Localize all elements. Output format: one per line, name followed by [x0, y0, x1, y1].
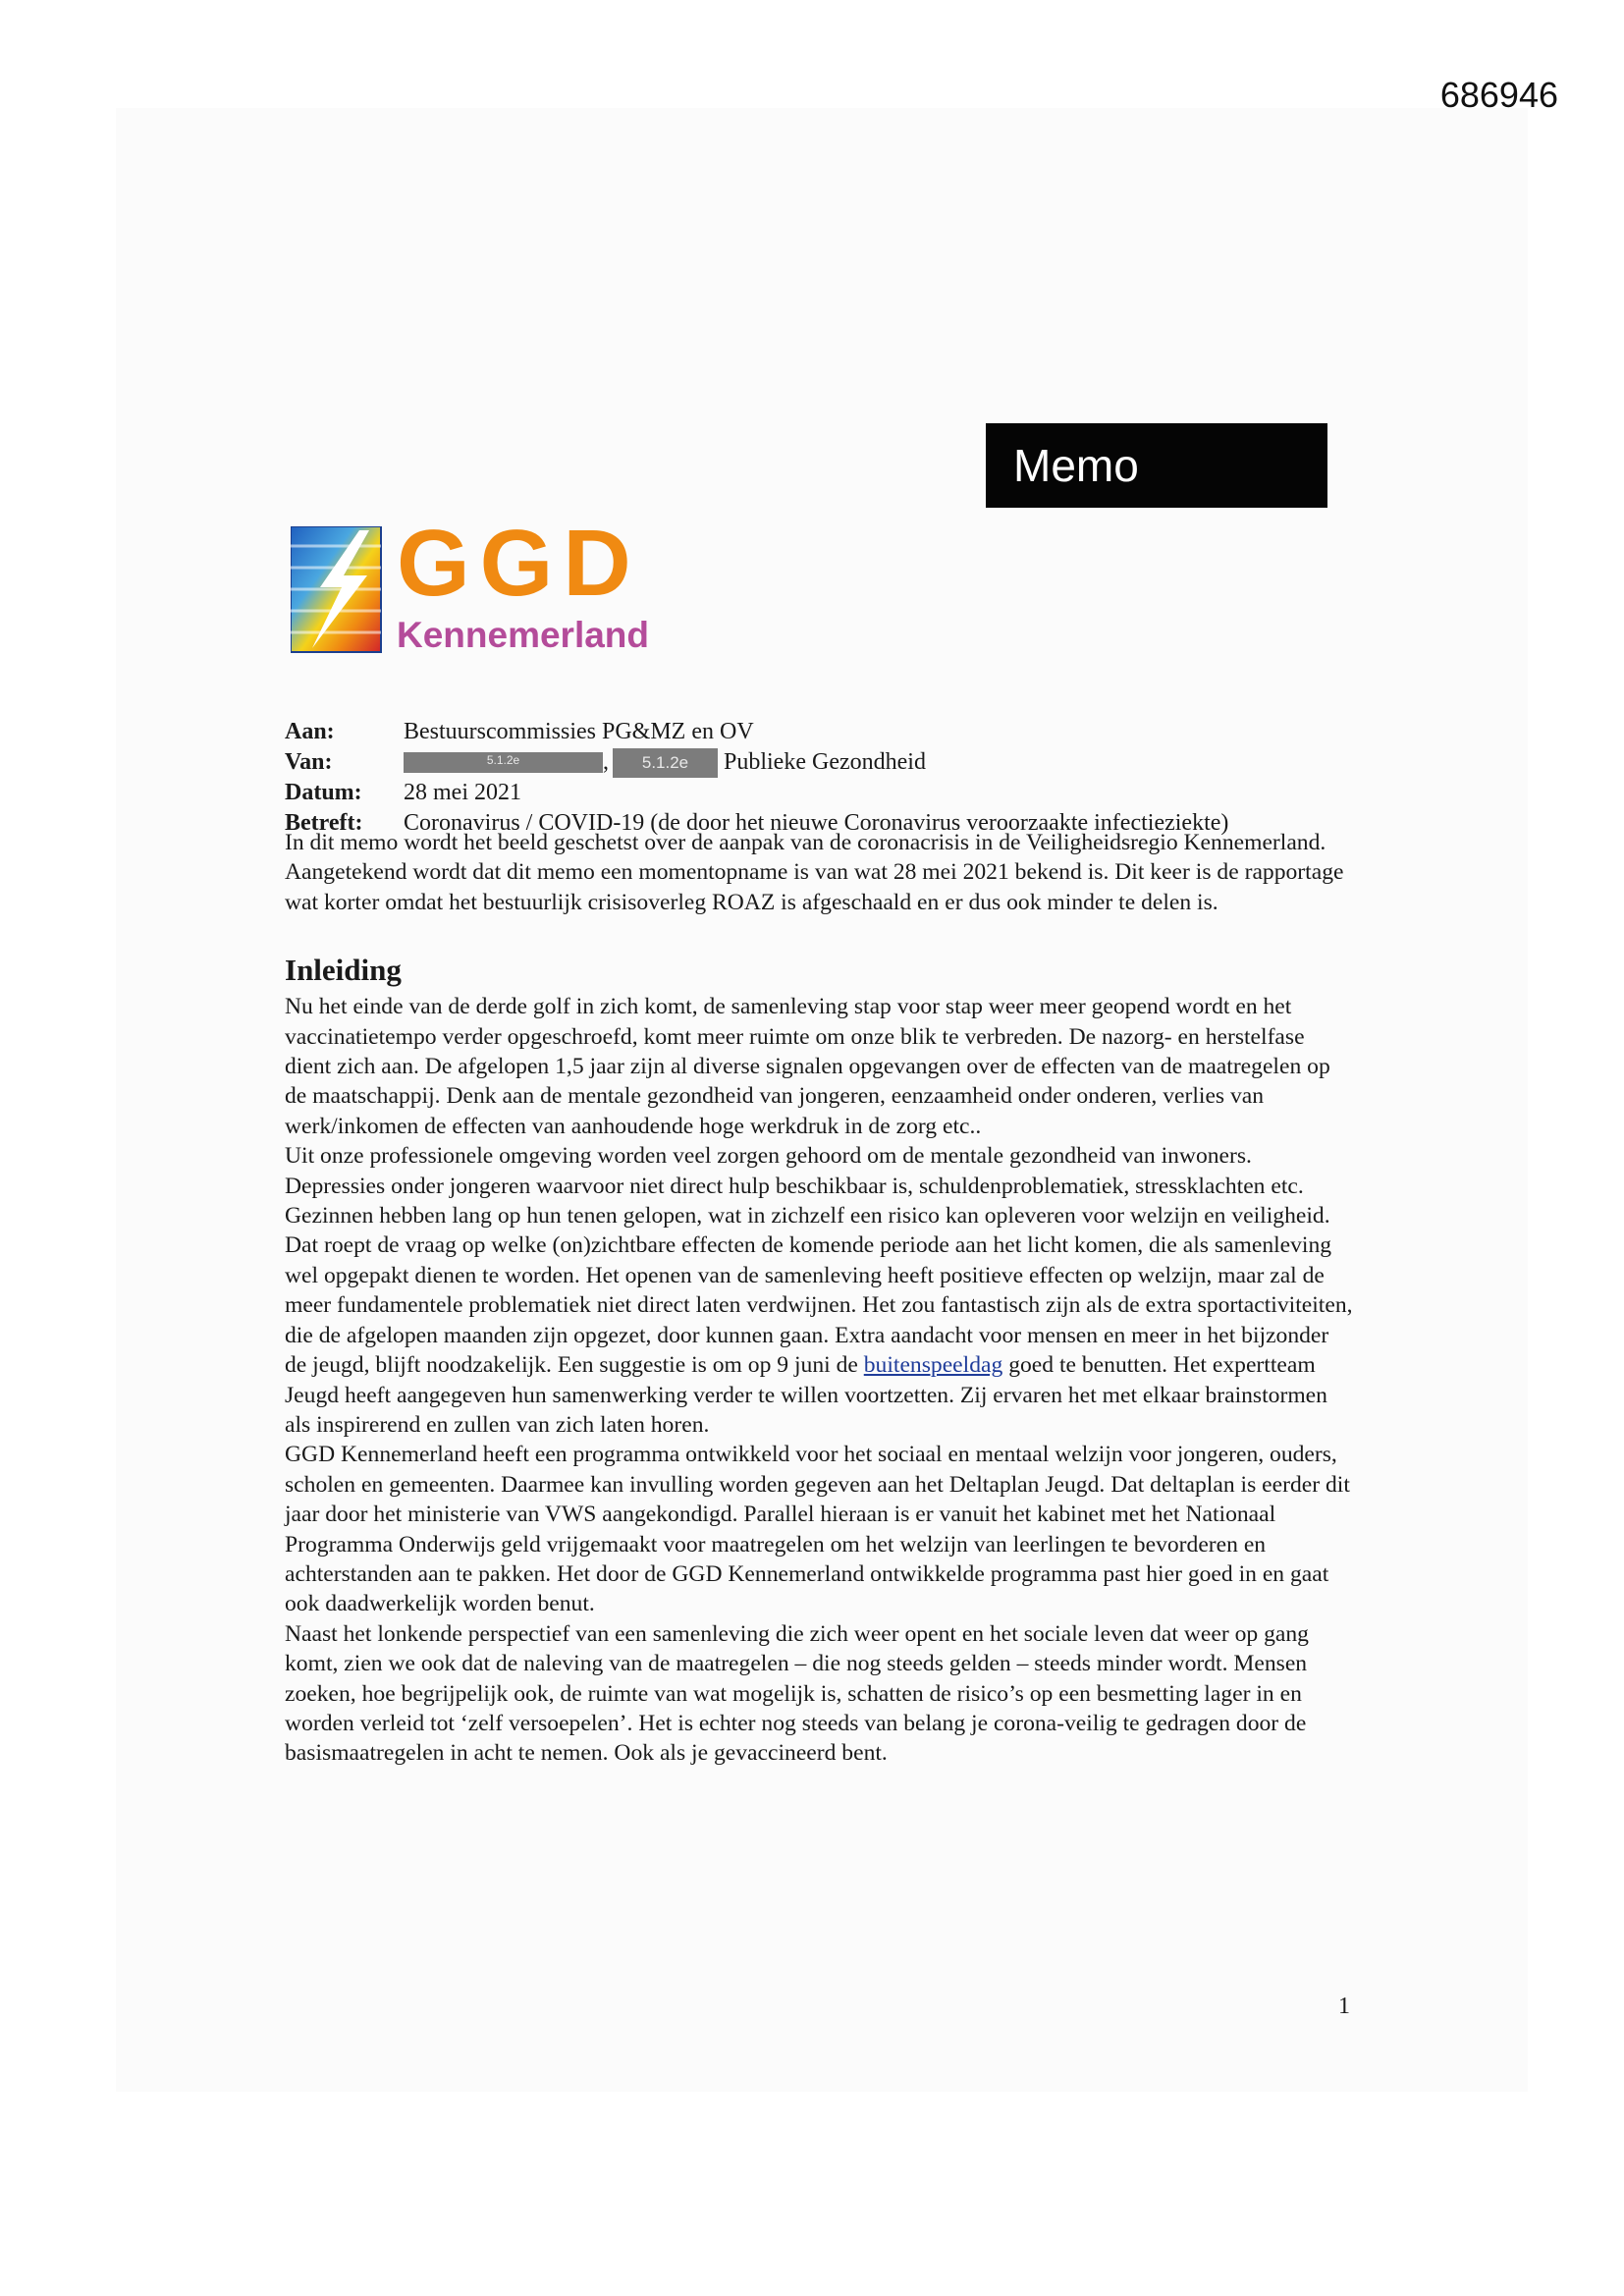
- logo-ggd-text: GGD: [397, 511, 641, 616]
- paragraph-text: Uit onze professionele omgeving worden veel zorgen gehoord om de mentale gezondheid van inwoners. Depressies onder jongeren waarvoor niet direct hulp beschikbaar is, schuldenproblematiek, stressklachten etc. Gezinnen hebben lang op hun tenen gelopen, wat in zichzelf een risico kan opleveren voor welzijn en veiligheid. Dat roept de vraag op welke (on)zichtbare effecten de komende periode aan het licht komen, die als samenleving wel opgepakt dienen te worden. Het openen van de samenleving heeft positieve effecten op welzijn, maar zal de meer fundamentele problematiek niet direct laten verdwijnen. Het zou fantastisch zijn als de extra sportactiviteiten, die de afgelopen maanden zijn opgezet, door kunnen gaan. Extra aandacht voor mensen en meer in het bijzonder de jeugd, blijft noodzakelijk. Een suggestie is om op 9 juni de: [285, 1143, 1353, 1379]
- van-value: Publieke Gezondheid: [724, 749, 926, 775]
- ggd-logo-mark-icon: [291, 526, 389, 654]
- page-number: 1: [1338, 1994, 1350, 2019]
- memo-header: [285, 717, 1228, 839]
- body-paragraph: Nu het einde van de derde golf in zich komt, de samenleving stap voor stap weer meer geopend wordt en het vaccinatietempo verder opgeschroefd, komt meer ruimte om onze blik te verbreden. De nazorg- en herstelfase dient zich aan. De afgelopen 1,5 jaar zijn al diverse signalen opgevangen over de effecten van de maatregelen op de maatschappij. Denk aan de mentale gezondheid van jongeren, eenzaamheid onder onderen, verlies van werk/inkomen de effecten van aanhoudende hoge werkdruk in de zorg etc..: [285, 994, 1330, 1139]
- memo-body: [285, 828, 1355, 1769]
- header-row-van: [285, 747, 1228, 778]
- header-row-aan: [285, 717, 1228, 747]
- datum-value: 28 mei 2021: [404, 780, 521, 805]
- betreft-label: Betreft:: [285, 810, 363, 836]
- section-heading: Inleiding: [285, 953, 402, 988]
- redaction-box: 5.1.2e: [404, 752, 603, 773]
- intro-paragraph: In dit memo wordt het beeld geschetst over de aanpak van de coronacrisis in de Veiligheidsregio Kennemerland. Aangetekend wordt dat dit memo een momentopname is van wat 28 mei 2021 bekend is. Dit keer is de rapportage wat korter omdat het bestuurlijk crisisoverleg ROAZ is afgeschaald en er dus ook minder te delen is.: [285, 830, 1344, 915]
- van-label: Van:: [285, 749, 333, 775]
- aan-value: Bestuurscommissies PG&MZ en OV: [404, 719, 754, 744]
- ggd-kennemerland-logo: [291, 511, 683, 664]
- memo-title-box: Memo: [986, 423, 1327, 508]
- body-paragraph: [285, 1141, 1355, 1440]
- document-number: 686946: [1439, 75, 1558, 115]
- buitenspeeldag-link[interactable]: buitenspeeldag: [863, 1352, 1003, 1379]
- logo-kennemerland-text: Kennemerland: [397, 615, 650, 655]
- van-separator: ,: [603, 749, 609, 775]
- betreft-value: Coronavirus / COVID-19 (de door het nieuwe Coronavirus veroorzaakte infectieziekte): [404, 810, 1229, 836]
- body-paragraph: Naast het lonkende perspectief van een samenleving die zich weer opent en het sociale leven dat weer op gang komt, zien we ook dat de naleving van de maatregelen – die nog steeds gelden – steeds minder wordt. Mensen zoeken, hoe begrijpelijk ook, de ruimte van wat mogelijk is, schatten de risico’s op een besmetting lager in en worden verleid tot ‘zelf versoepelen’. Het is echter nog steeds van belang je corona-veilig te gedragen door de basismaatregelen in acht te nemen. Ook als je gevaccineerd bent.: [285, 1620, 1309, 1767]
- body-paragraph: GGD Kennemerland heeft een programma ontwikkeld voor het sociaal en mentaal welzijn voor jongeren, ouders, scholen en gemeenten. Daarmee kan invulling worden gegeven aan het Deltaplan Jeugd. Dat deltaplan is eerder dit jaar door het ministerie van VWS aangekondigd. Parallel hieraan is er vanuit het kabinet met het Nationaal Programma Onderwijs geld vrijgemaakt voor maatregelen om het welzijn van leerlingen te bevorderen en achterstanden aan te pakken. Het door de GGD Kennemerland ontwikkelde programma past hier goed in en gaat ook daadwerkelijk worden benut.: [285, 1442, 1350, 1617]
- header-row-datum: [285, 778, 1228, 808]
- paragraph-text: goed te benutten. Het expertteam Jeugd heeft aangegeven hun samenwerking verder te willen voortzetten. Zij ervaren het met elkaar brainstormen als inspirerend en zullen van zich laten horen.: [285, 1352, 1327, 1438]
- datum-label: Datum:: [285, 780, 362, 805]
- aan-label: Aan:: [285, 719, 335, 744]
- redaction-box: 5.1.2e: [613, 748, 718, 778]
